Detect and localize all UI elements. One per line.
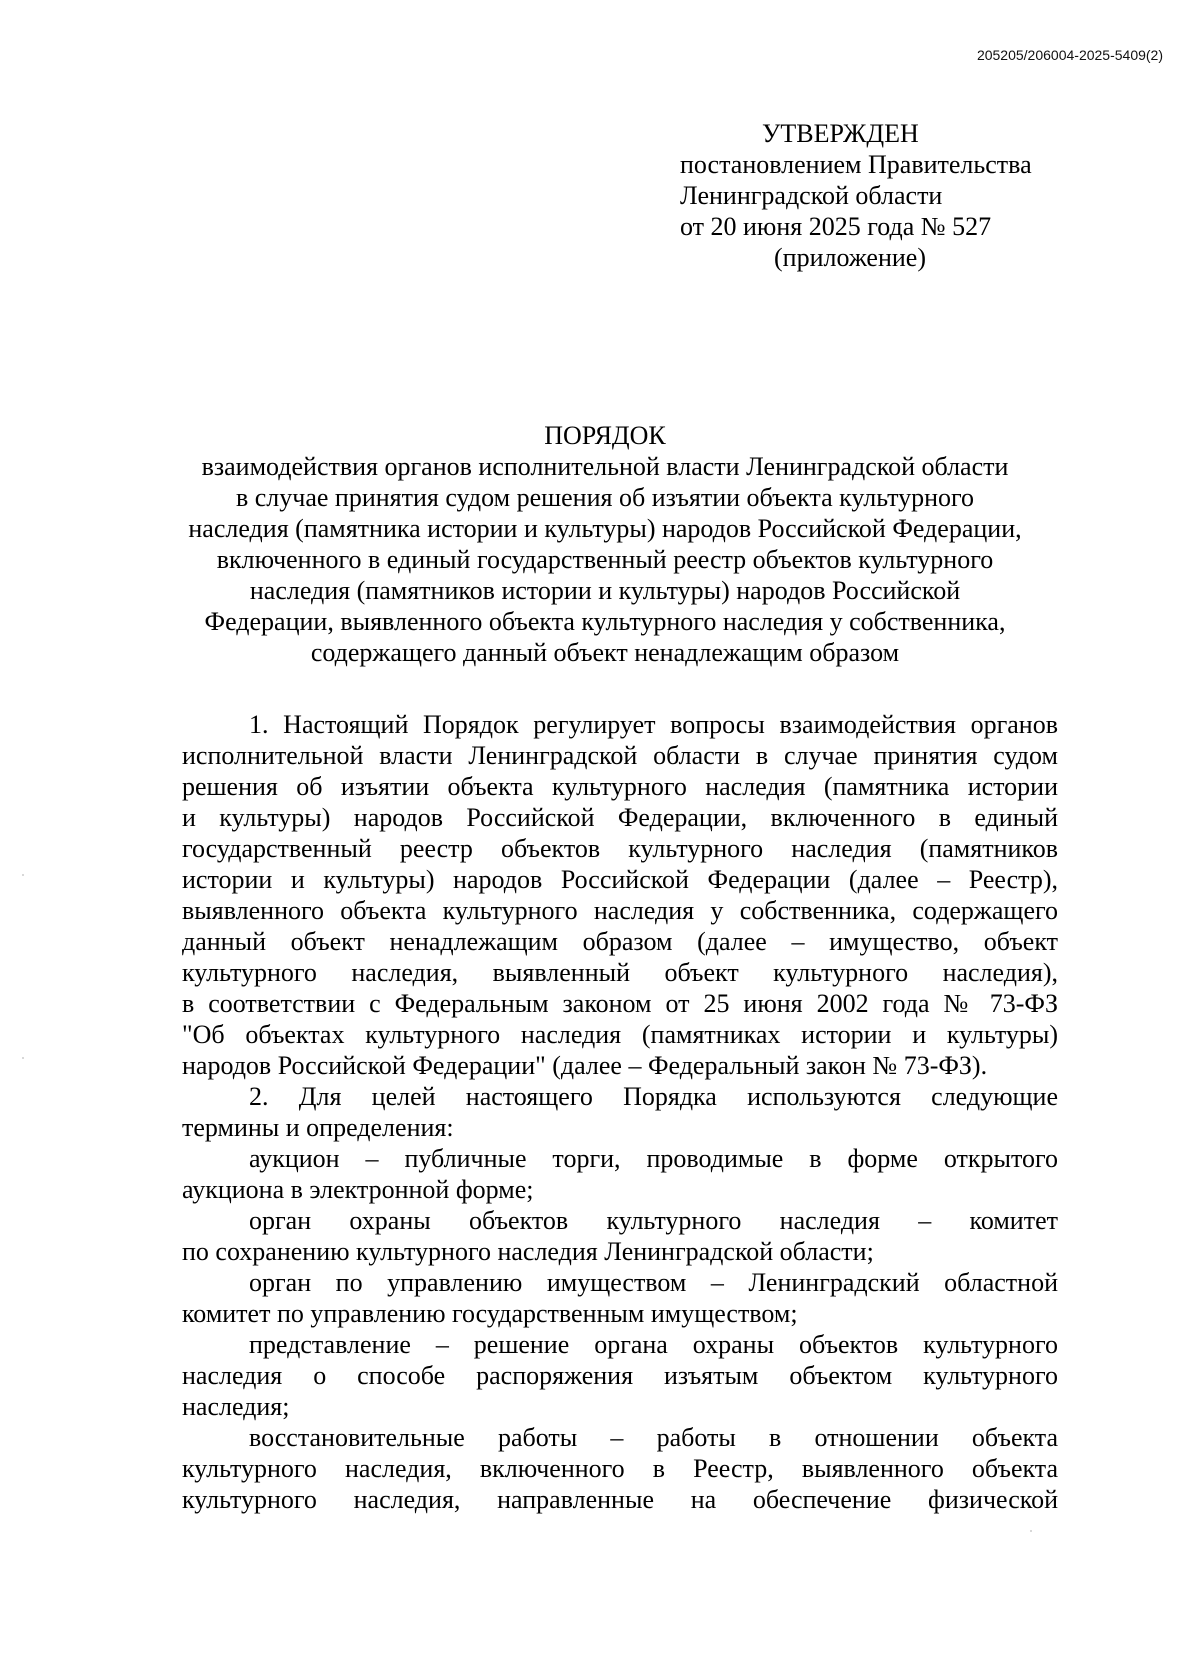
document-heading: ПОРЯДОК <box>544 421 666 450</box>
title-line: наследия (памятника истории и культуры) народов Российской Федерации, <box>188 514 1022 543</box>
body-line: аукциона в электронной форме; <box>182 1175 534 1204</box>
scan-speck <box>22 874 24 876</box>
body-line: и культуры) народов Российской Федерации, включенного в единый <box>182 803 1058 832</box>
approval-line: от 20 июня 2025 года № 527 <box>680 212 992 241</box>
body-line: аукцион – публичные торги, проводимые в форме открытого <box>249 1144 1058 1173</box>
body-line: наследия о способе распоряжения изъятым объектом культурного <box>182 1361 1058 1390</box>
body-line: комитет по управлению государственным имуществом; <box>182 1299 798 1328</box>
scan-speck <box>1030 1530 1032 1532</box>
scan-speck <box>22 1057 24 1059</box>
document-registration-number: 205205/206004-2025-5409(2) <box>976 47 1163 63</box>
body-line: выявленного объекта культурного наследия у собственника, содержащего <box>182 896 1058 925</box>
approval-line: постановлением Правительства <box>680 150 1032 179</box>
body-line: термины и определения: <box>182 1113 454 1142</box>
approval-line: Ленинградской области <box>680 181 943 210</box>
body-line: народов Российской Федерации" (далее – Федеральный закон № 73-ФЗ). <box>182 1051 988 1080</box>
body-line: культурного наследия, направленные на обеспечение физической <box>182 1485 1058 1514</box>
body-line: культурного наследия, выявленный объект культурного наследия), <box>182 958 1058 987</box>
title-line: в случае принятия судом решения об изъятии объекта культурного <box>235 483 975 512</box>
body-line: "Об объектах культурного наследия (памятниках истории и культуры) <box>182 1020 1058 1049</box>
title-line: содержащего данный объект ненадлежащим образом <box>310 638 900 667</box>
body-line: наследия; <box>182 1392 290 1421</box>
approval-line: (приложение) <box>774 243 927 272</box>
title-line: наследия (памятников истории и культуры) народов Российской <box>249 576 961 605</box>
body-line: орган по управлению имуществом – Ленинградский областной <box>249 1268 1058 1297</box>
body-line: 1. Настоящий Порядок регулирует вопросы взаимодействия органов <box>249 710 1058 739</box>
document-body <box>182 709 1058 1515</box>
document-title-block <box>155 420 1055 668</box>
body-line: 2. Для целей настоящего Порядка используются следующие <box>249 1082 1058 1111</box>
body-line: истории и культуры) народов Российской Федерации (далее – Реестр), <box>182 865 1058 894</box>
title-line: включенного в единый государственный реестр объектов культурного <box>216 545 994 574</box>
body-line: решения об изъятии объекта культурного наследия (памятника истории <box>182 772 1058 801</box>
body-line: в соответствии с Федеральным законом от 25 июня 2002 года № 73-ФЗ <box>182 989 1058 1018</box>
approval-title: УТВЕРЖДЕН <box>762 119 919 148</box>
body-line: исполнительной власти Ленинградской области в случае принятия судом <box>182 741 1058 770</box>
body-line: орган охраны объектов культурного наследия – комитет <box>249 1206 1058 1235</box>
title-line: Федерации, выявленного объекта культурного наследия у собственника, <box>204 607 1006 636</box>
title-line: взаимодействия органов исполнительной власти Ленинградской области <box>201 452 1009 481</box>
body-line: данный объект ненадлежащим образом (далее – имущество, объект <box>182 927 1058 956</box>
body-line: представление – решение органа охраны объектов культурного <box>249 1330 1058 1359</box>
approval-stamp <box>680 118 1032 273</box>
body-line: культурного наследия, включенного в Реестр, выявленного объекта <box>182 1454 1058 1483</box>
body-line: государственный реестр объектов культурного наследия (памятников <box>182 834 1058 863</box>
body-line: по сохранению культурного наследия Ленинградской области; <box>182 1237 874 1266</box>
body-line: восстановительные работы – работы в отношении объекта <box>249 1423 1058 1452</box>
